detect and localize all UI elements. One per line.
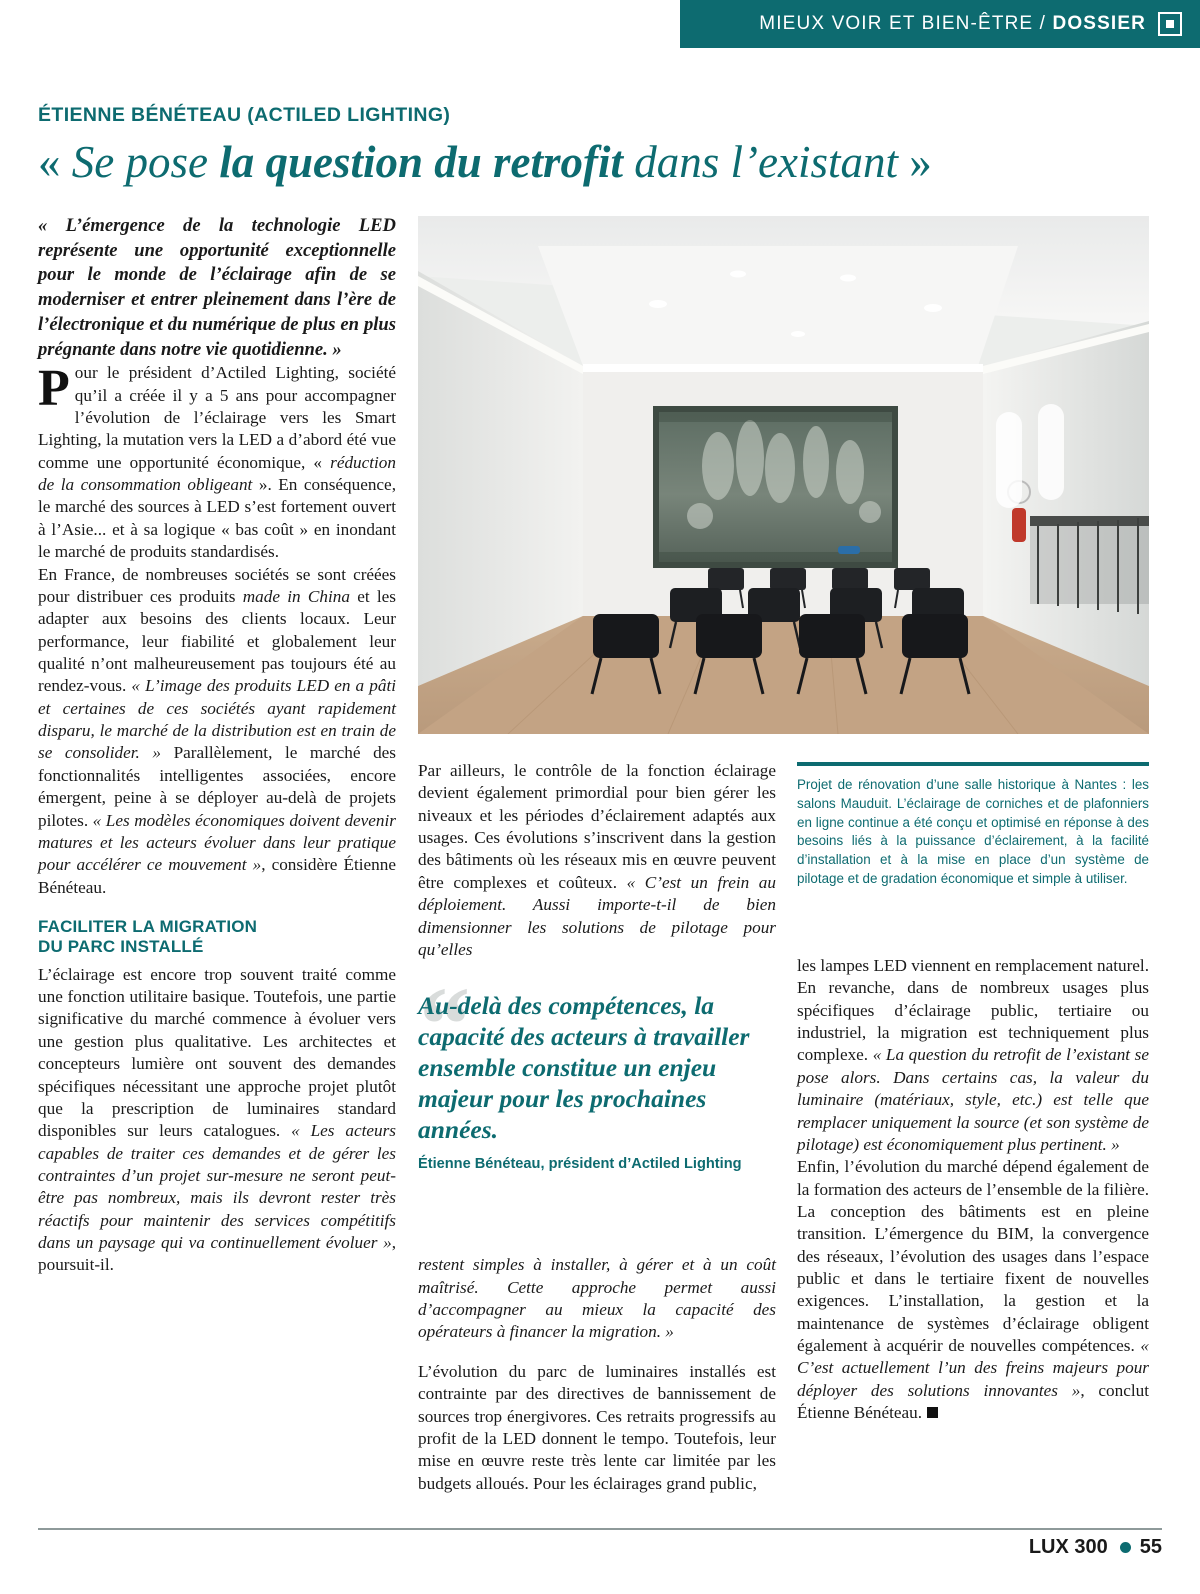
para7-italic-1: « La question du retrofit de l’existant se pose alors. Dans certains cas, la valeur du luminaire (matériaux, style, etc.) est telle que remplacer uniquement la source (et son système de pilotage) est économiquement plus pertinent. » bbox=[797, 1045, 1150, 1154]
square-marker-icon bbox=[1158, 12, 1182, 36]
pull-quote bbox=[414, 966, 776, 1172]
para2-part-c: Parallèlement, le marché des fonctionnalités intelligentes associées, encore émergent, peine à se déployer au-delà de projets pilotes. bbox=[38, 743, 396, 830]
para3-part-b: , poursuit-il. bbox=[38, 1233, 396, 1275]
page-footer bbox=[1029, 1536, 1162, 1559]
page-number: 55 bbox=[1139, 1536, 1162, 1558]
headline-bold: la question du retrofit bbox=[219, 137, 624, 187]
para2-part-a: En France, de nombreuses sociétés se sont créées pour distribuer ces produits bbox=[38, 564, 396, 606]
article-photo bbox=[418, 216, 1149, 734]
para8-part-a: Enfin, l’évolution du marché dépend également de la formation des acteurs de l’ensemble de la filière. La conception des bâtiments est en pleine transition. L’émergence du BIM, la convergence des réseaux, l’évolution des usages dans l’espace public et dans le tertiaire fixent de nouvelles exigences. L’installation, la gestion et la maintenance de systèmes d’éclairage obligent également à acquérir de nouvelles compétences. bbox=[797, 1157, 1149, 1356]
section-header-text bbox=[759, 13, 1146, 35]
para3-part-a: L’éclairage est encore trop souvent traité comme une fonction utilitaire basique. Toutefois, une partie significative du marché commence à évoluer vers une gestion plus qualitative. Les architectes et concepteurs lumière ont souvent des demandes spécifiques nécessitant une approche projet plutôt que la prescription de luminaires standard disponibles sur leurs catalogues. bbox=[38, 964, 396, 1141]
paragraph-6: L’évolution du parc de luminaires installés est contrainte par des directives de bannissement de sources trop énergivores. Ces retraits progressifs au profit de la LED donnent le tempo. Toutefois, leur mise en œuvre reste très lente car limitée par les budgets alloués. Pour les éclairages grand public, bbox=[418, 1361, 776, 1493]
section-bold: DOSSIER bbox=[1052, 13, 1146, 34]
caption-divider bbox=[797, 762, 1149, 766]
paragraph-8 bbox=[797, 1156, 1149, 1424]
headline-close-quote: » bbox=[898, 137, 932, 187]
pull-quote-attribution: Étienne Bénéteau, président d’Actiled Lighting bbox=[418, 1155, 742, 1172]
section-header-bar bbox=[680, 0, 1200, 48]
body-column-2-lower bbox=[418, 1237, 776, 1512]
quote-mark-icon: “ bbox=[414, 966, 468, 1085]
paragraph-4 bbox=[418, 760, 776, 961]
article-kicker: ÉTIENNE BÉNÉTEAU (ACTILED LIGHTING) bbox=[38, 104, 451, 126]
para4-part-a: Par ailleurs, le contrôle de la fonction éclairage devient également primordial pour bien gérer les niveaux et les périodes d’éclairement adaptés aux usages. Ces évolutions s’inscrivent dans la gestion des bâtiments où les réseaux mis en œuvre peuvent être complexes et coûteux. bbox=[418, 761, 776, 892]
para2-italic-2: « L’image des produits LED en a pâti et certaines de ces sociétés ayant rapidement disparu, le marché de la distribution est en train de se consolider. » bbox=[38, 676, 396, 763]
lead-paragraph: « L’émergence de la technologie LED représente une opportunité exceptionnelle pour le monde de l’éclairage afin de se moderniser et entrer pleinement dans l’ère de l’électronique et du numérique de plus en plus prégnante dans notre vie quotidienne. » bbox=[38, 215, 396, 360]
issue-label: LUX 300 bbox=[1028, 1536, 1108, 1558]
headline-part-1: Se pose bbox=[71, 137, 220, 187]
body-column-2 bbox=[418, 760, 776, 961]
para1-part-a: Pour le président d’Actiled Lighting, société qu’il a créée il y a 5 ans pour accompagner l’évolution de l’éclairage vers les Smart Lighting, la mutation vers la LED a d’abord été vue comme une opportunité économique, « bbox=[38, 360, 396, 472]
para5-italic-1: restent simples à installer, à gérer et à un coût maîtrisé. Cette approche permet aussi d’accompagner au mieux la capacité des opérateurs à financer la migration. » bbox=[418, 1255, 776, 1342]
para7-part-a: les lampes LED viennent en remplacement naturel. En revanche, dans de nombreux usages plus spécifiques d’éclairage public, tertiaire ou industriel, la migration est techniquement plus complexe. bbox=[797, 956, 1149, 1065]
end-of-article-icon bbox=[927, 1407, 938, 1418]
subheading-line-1: FACILITER LA MIGRATION bbox=[38, 916, 258, 936]
para4-italic-1: « C’est un frein au déploiement. Aussi importe-t-il de bien dimensionner les solutions de pilotage pour qu’elles bbox=[418, 872, 776, 959]
para2-part-b: et les adapter aux besoins des clients locaux. Leur performance, leur fiabilité et globalement leur qualité n’ont malheureusement pas toujours été au rendez-vous. bbox=[38, 586, 396, 696]
para1-part-b: ». En conséquence, le marché des sources à LED s’est fortement ouvert à l’Asie... et à sa logique « bas coût » en inondant le marché de produits standardisés. bbox=[38, 475, 396, 562]
headline-part-2: dans l’existant bbox=[623, 137, 899, 187]
photo-caption: Projet de rénovation d’une salle historique à Nantes : les salons Mauduit. L’éclairage de corniches et de plafonniers en ligne continue a été conçu et optimisé en réponse à des besoins liés à la puissance d’éclairement, à la facilité d’installation et à la mise en place d’un système de pilotage et de gradation économique et simple à utiliser. bbox=[797, 777, 1149, 886]
paragraph-1 bbox=[38, 362, 396, 563]
photo-caption-block bbox=[797, 762, 1149, 889]
pull-quote-text: Au-delà des compétences, la capacité des acteurs à travailler ensemble constitue un enjeu majeur pour les prochaines années. bbox=[418, 991, 750, 1145]
paragraph-5 bbox=[418, 1254, 776, 1343]
section-prefix: MIEUX VOIR ET BIEN-ÊTRE / bbox=[759, 13, 1053, 34]
para8-part-b: , conclut Étienne Bénéteau. bbox=[797, 1380, 1149, 1423]
para2-part-d: , considère Étienne Bénéteau. bbox=[38, 855, 396, 897]
para1-italic-1: réduction de la consommation obligeant bbox=[38, 452, 396, 495]
subheading-line-2: DU PARC INSTALLÉ bbox=[38, 937, 204, 957]
para2-italic-3: « Les modèles économiques doivent devenir matures et les acteurs évoluer dans leur pratique pour accélérer ce mouvement » bbox=[38, 810, 396, 875]
paragraph-7 bbox=[797, 955, 1149, 1156]
bullet-icon bbox=[1120, 1542, 1131, 1553]
footer-divider bbox=[38, 1528, 1162, 1530]
page-title bbox=[38, 138, 1168, 187]
section-subheading bbox=[38, 917, 396, 958]
body-column-3 bbox=[797, 955, 1149, 1425]
paragraph-3 bbox=[38, 964, 396, 1277]
paragraph-2 bbox=[38, 564, 396, 899]
para8-italic-1: « C’est actuellement l’un des freins majeurs pour déployer des solutions innovantes » bbox=[797, 1336, 1149, 1400]
para2-italic-1: made in China bbox=[242, 586, 350, 606]
photo-illustration bbox=[418, 216, 1149, 734]
body-column-1 bbox=[38, 214, 396, 1277]
headline-open-quote: « bbox=[38, 137, 72, 187]
para3-italic-1: « Les acteurs capables de traiter ces demandes et de gérer les contraintes d’un projet sur-mesure ne seront peut-être pas nombreux, mais ils devront rester très réactifs pour maintenir des services compétitifs dans un paysage qui va continuellement évoluer » bbox=[38, 1121, 396, 1253]
